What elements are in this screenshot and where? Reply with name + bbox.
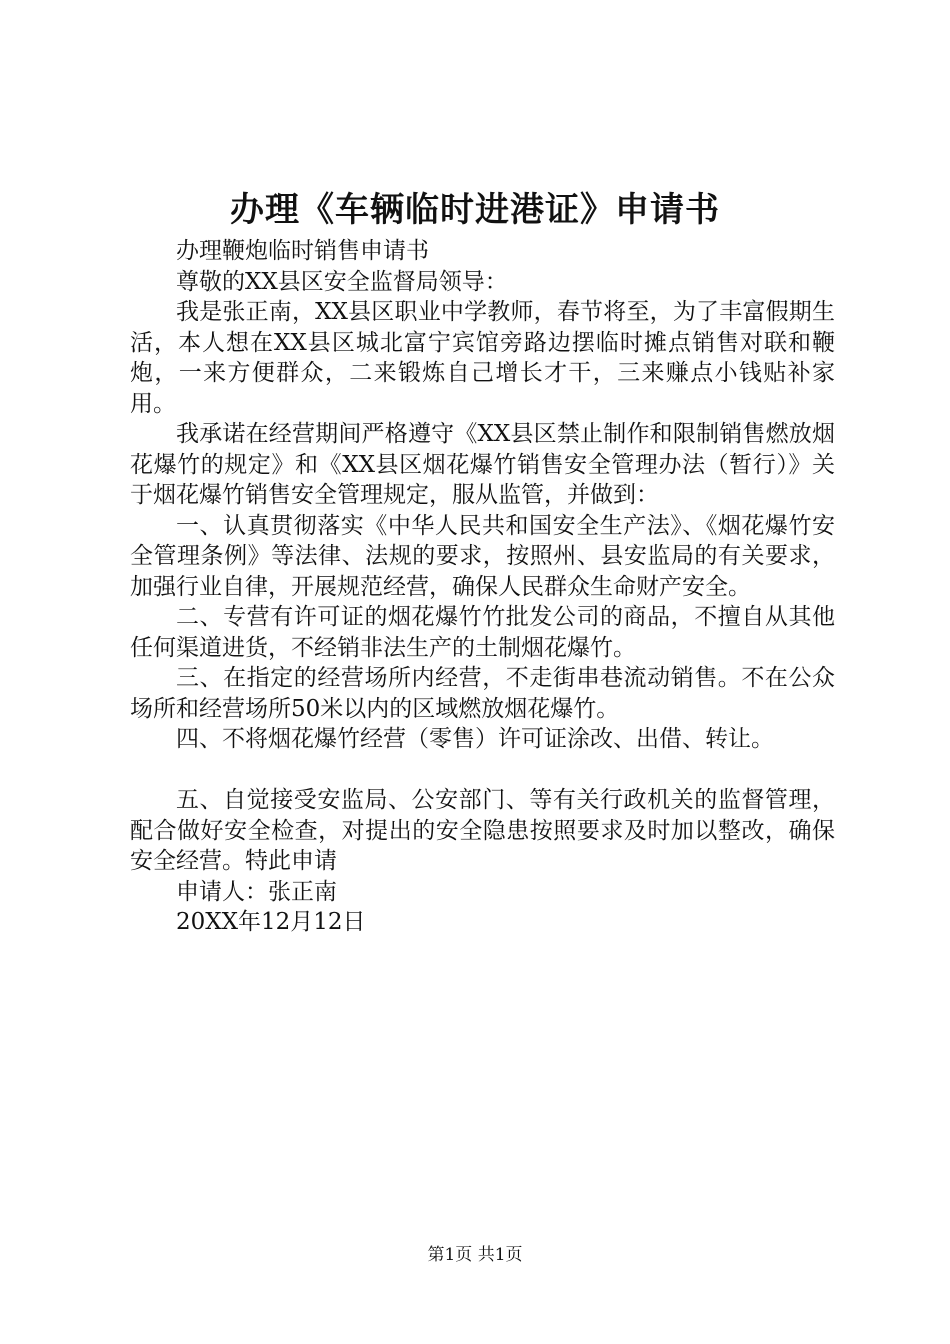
document-title: 办理《车辆临时进港证》申请书 [230,190,720,230]
paragraph-item-2: 二、专营有许可证的烟花爆竹竹批发公司的商品，不擅自从其他任何渠道进货，不经销非法生产的土制烟花爆竹。 [130,604,835,661]
paragraph-commitment: 我承诺在经营期间严格遵守《XX县区禁止制作和限制销售燃放烟花爆竹的规定》和《XX县区烟花爆竹销售安全管理办法（暂行）》关于烟花爆竹销售安全管理规定，服从监管，并做到： [130,421,835,508]
paragraph-intro: 我是张正南，XX县区职业中学教师，春节将至，为了丰富假期生活，本人想在XX县区城北富宁宾馆旁路边摆临时摊点销售对联和鞭炮，一来方便群众，二来锻炼自己增长才干，三来赚点小钱贴补家用。 [130,299,835,417]
paragraph-item-3: 三、在指定的经营场所内经营，不走街串巷流动销售。不在公众场所和经营场所50米以内的区域燃放烟花爆竹。 [130,665,835,722]
paragraph-item-5: 五、自觉接受安监局、公安部门、等有关行政机关的监督管理，配合做好安全检查，对提出的安全隐患按照要求及时加以整改，确保安全经营。特此申请 [130,787,835,874]
applicant-line: 申请人：张正南 [176,878,337,905]
paragraph-item-1: 一、认真贯彻落实《中华人民共和国安全生产法》、《烟花爆竹安全管理条例》等法律、法规的要求，按照州、县安监局的有关要求，加强行业自律，开展规范经营，确保人民群众生命财产安全。 [130,512,835,600]
document-subtitle: 办理鞭炮临时销售申请书 [176,238,429,264]
paragraph-item-4: 四、不将烟花爆竹经营（零售）许可证涂改、出借、转让。 [176,726,774,752]
date-line: 20XX年12月12日 [176,909,366,935]
salutation: 尊敬的XX县区安全监督局领导： [176,268,508,295]
document-body [130,236,835,938]
page-footer: 第1页 共1页 [427,1245,523,1265]
